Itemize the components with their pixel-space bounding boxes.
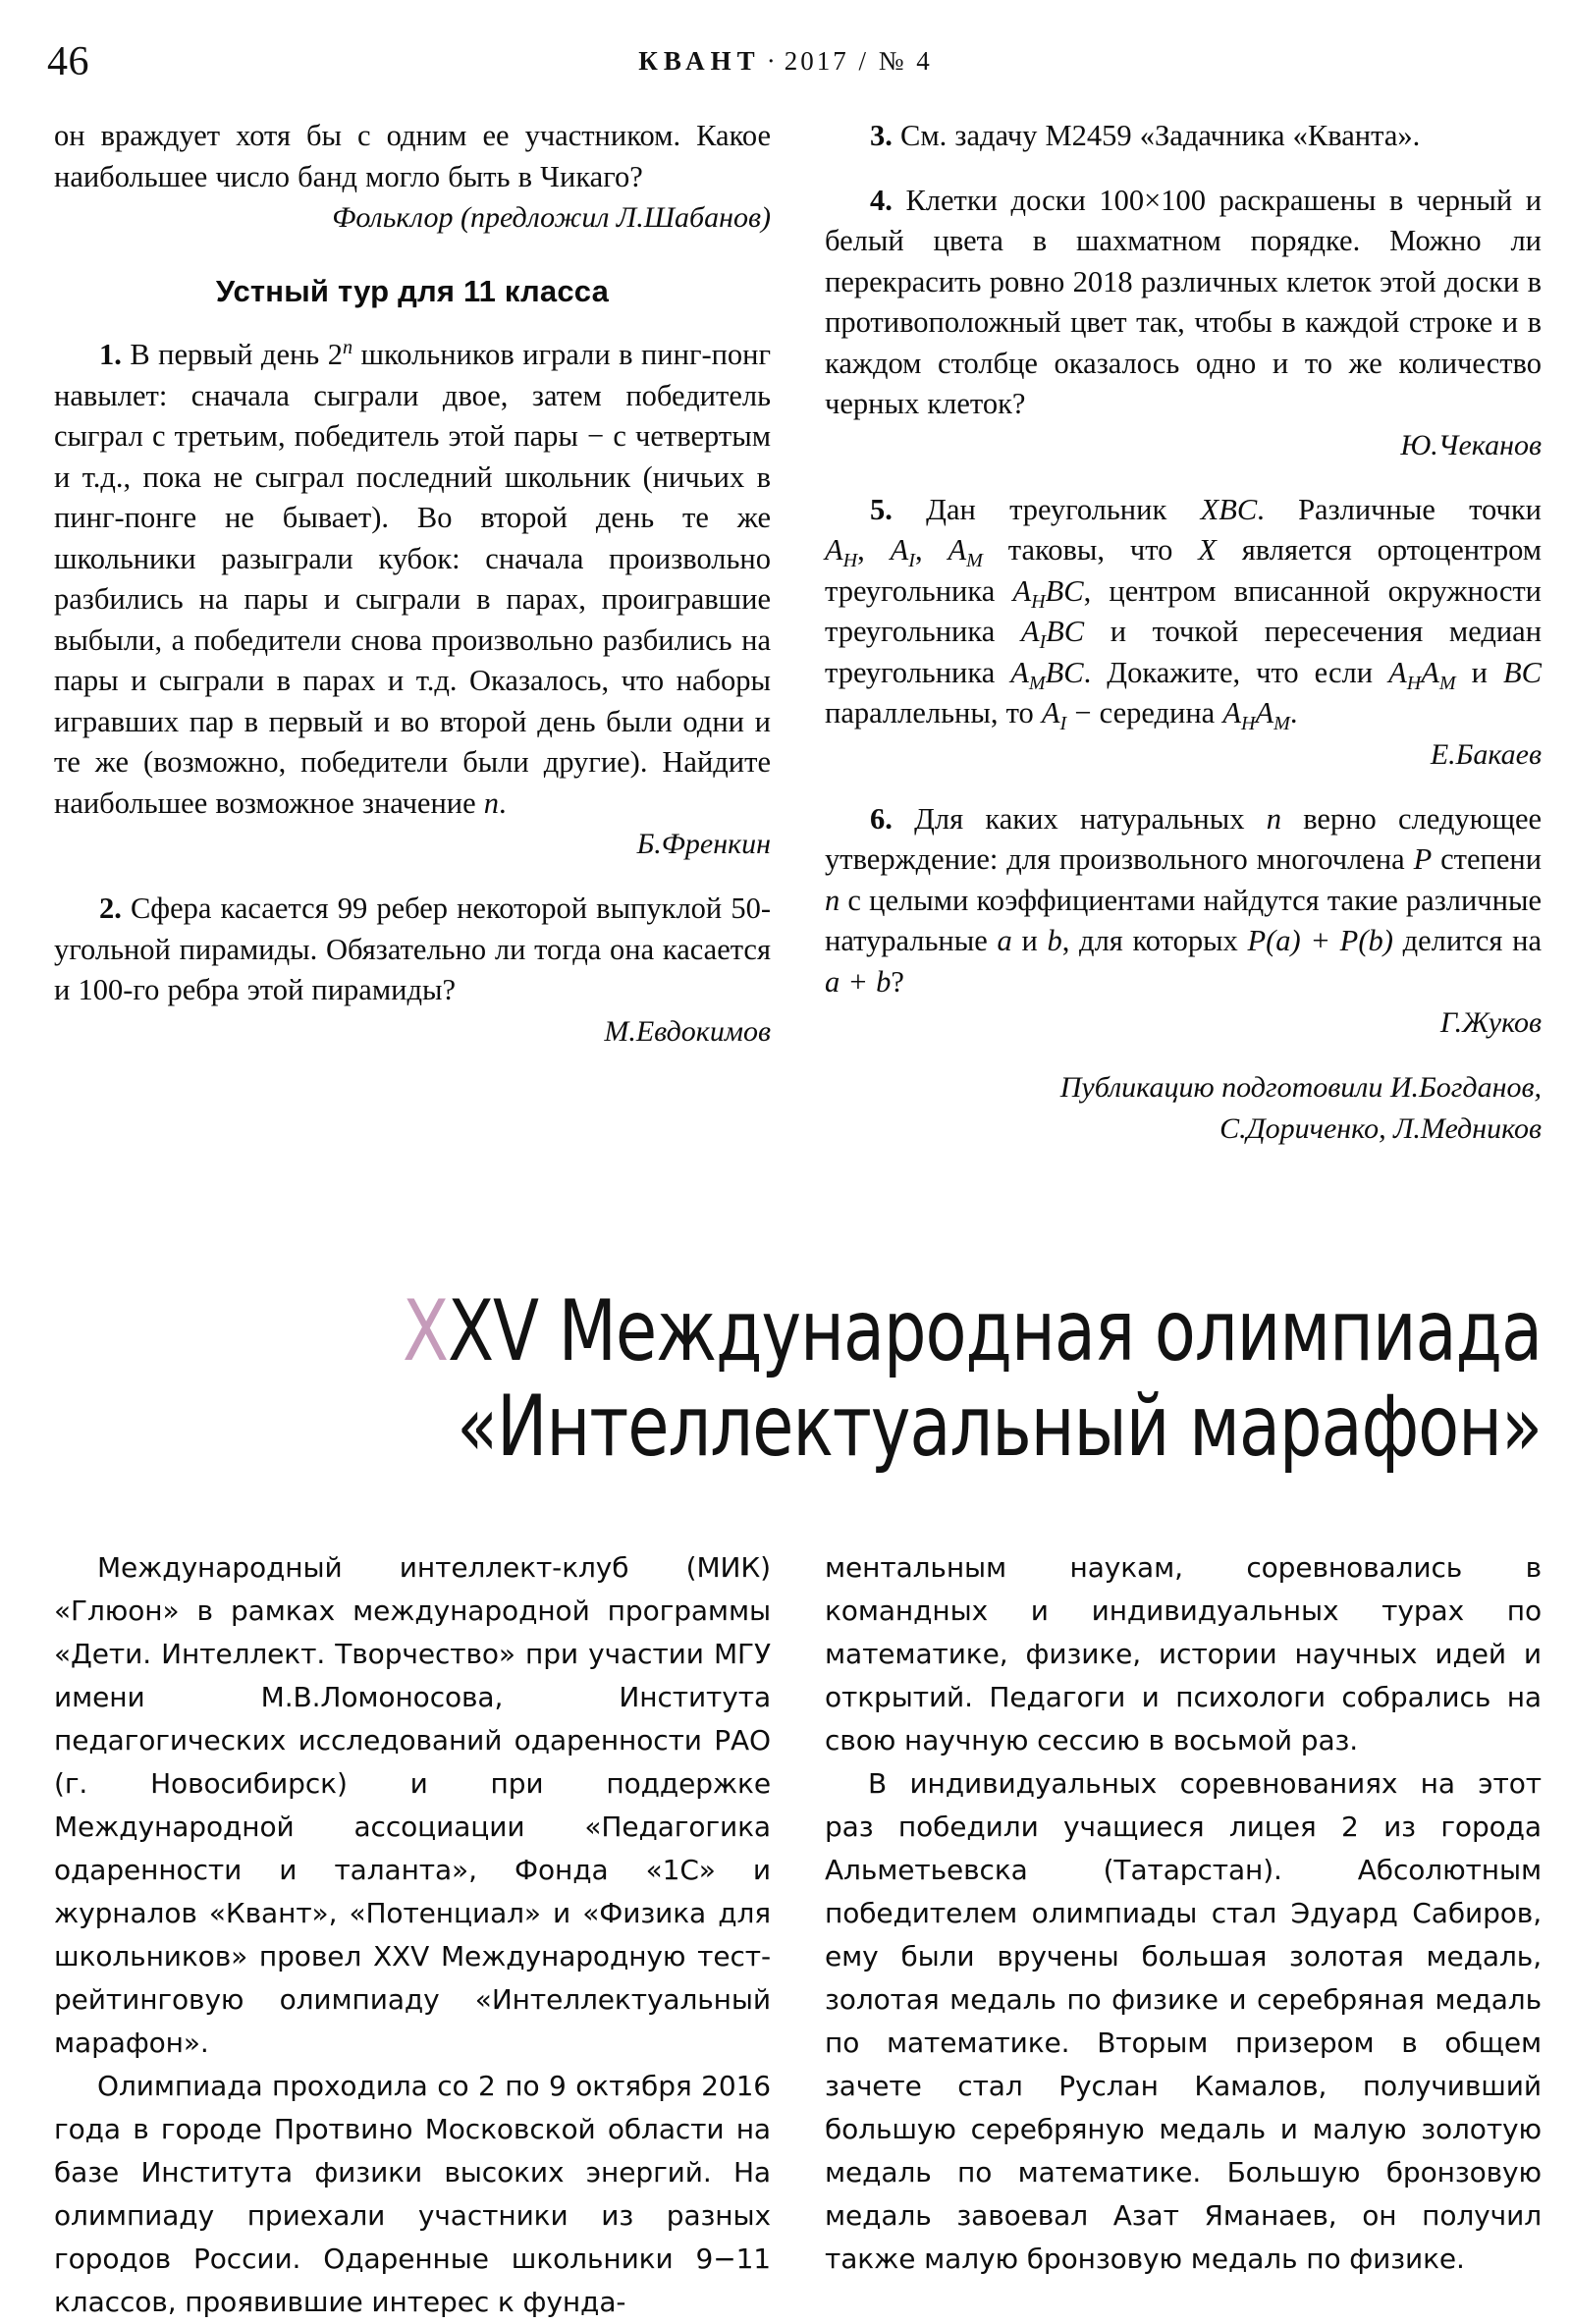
problem-4-attribution: Ю.Чеканов: [1400, 428, 1542, 461]
spacer: [825, 157, 1542, 181]
problem-6-s7: делится на: [1402, 924, 1543, 957]
problem-5-tri2-sub: I: [1039, 631, 1047, 654]
problem-5-s2: . Различные точки: [1257, 492, 1543, 526]
space: [1012, 924, 1022, 957]
space: [1166, 493, 1200, 526]
article-body: [0, 1546, 1571, 2318]
problem-6: [825, 799, 1542, 1003]
space: [995, 574, 1012, 608]
title-initial-letter: X: [402, 1282, 448, 1380]
space: [1217, 533, 1242, 567]
problem-5-tri1-rest: BC: [1045, 573, 1084, 608]
problem-6-n-variable: n: [1266, 801, 1281, 836]
space: [1238, 924, 1248, 957]
problem-6-s3: степени: [1440, 842, 1543, 876]
problem-3-text: См. задачу М2459 «Задачника «Кванта».: [900, 119, 1421, 152]
problem-5-seg3-base: A: [1222, 696, 1241, 730]
problem-5: [825, 490, 1542, 734]
problem-5-s9: параллельны, то: [825, 696, 1034, 730]
problem-5-s1: Дан треугольник: [926, 492, 1167, 526]
article-paragraph: ментальным наукам, соревновались в командных и индивидуальных турах по математике, физике, истории научных идей и открытий. Педагоги и психологи собрались на свою научную сессию в восьмой раз.: [825, 1551, 1542, 1757]
problem-6-n-variable-2: n: [825, 883, 840, 917]
problem-5-triangle-xbc: XBC: [1200, 492, 1258, 526]
space: [1432, 842, 1440, 876]
spacer: [825, 776, 1542, 799]
problem-6-expression-a-plus-b: a + b: [825, 964, 892, 999]
problem-3-number: 3.: [870, 119, 893, 152]
article-left-column: [54, 1546, 771, 2324]
space: [893, 119, 900, 152]
problem-5-s4: является ортоцентром треугольника: [825, 533, 1543, 608]
problem-6-s5: и: [1021, 924, 1038, 957]
problem-5-point-ah-base: A: [825, 533, 843, 567]
space: [1244, 802, 1266, 836]
space: [1084, 615, 1111, 648]
article-title-line-2: «Интеллектуальный марафон»: [457, 1378, 1542, 1476]
problem-5-x-variable: X: [1198, 533, 1217, 567]
problem-5-segment-bc: BC: [1503, 655, 1542, 689]
space: [893, 184, 906, 217]
article-paragraph: Международный интеллект-клуб (МИК) «Глюон» в рамках международной программы «Дети. Интеллект. Творчество» при участии МГУ имени М.В.Ломоносова, Института педагогических исследований одаренности РАО (г. Новосибирск) и при поддержке Международной ассоциации «Педагогика одаренности и таланта», Фонда «1С» и журналов «Квант», «Потенциал» и «Физика для школьников» провел XXV Международную тест-рейтинговую олимпиаду «Интеллектуальный марафон».: [54, 1551, 771, 2059]
problem-5-point-ah-sub: H: [842, 550, 858, 572]
comma: ,: [857, 533, 891, 567]
space: [1393, 924, 1403, 957]
problem-5-seg1-base: A: [1388, 655, 1407, 689]
problem-1-power-exponent: n: [342, 336, 352, 358]
continued-attribution: Фольклор (предложил Л.Шабанов): [332, 201, 771, 234]
problem-4-text-before: Клетки доски: [905, 183, 1086, 217]
space: [122, 892, 131, 925]
problem-1-attribution: Б.Френкин: [636, 828, 771, 860]
problem-5-tri2-base: A: [1020, 615, 1040, 648]
problem-1-trailing-variable: n: [483, 785, 500, 820]
problem-5-s6: и точкой пересечения медиан треугольника: [825, 615, 1543, 689]
running-head: [0, 37, 1571, 96]
problem-5-point-ai-base: A: [890, 533, 909, 567]
problem-6-s2: верно следующее утверждение: для произвольного многочлена: [825, 801, 1543, 876]
problem-5-tri3-sub: M: [1028, 672, 1046, 694]
space: [1488, 656, 1503, 689]
spacer: [54, 865, 771, 889]
problem-5-attribution: Е.Бакаев: [1430, 737, 1542, 771]
article-display-title: [352, 1284, 1542, 1475]
problem-5-tri2-rest: BC: [1046, 615, 1085, 648]
article-paragraph: В индивидуальных соревнованиях на этот раз победили учащиеся лицея 2 из города Альметьевска (Татарстан). Абсолютным победителем олимпиады стал Эдуард Сабиров, ему были вручены большая золотая медаль, золотая медаль по физике и серебряная медаль по математике. Вторым призером в общем зачете стал Руслан Камалов, получивший большую серебряную медаль и малую золотую медаль по математике. Большую бронзовую медаль завоевал Азат Яманаев, он получил также малую бронзовую медаль по физике.: [825, 1767, 1542, 2275]
article-paragraph: Олимпиада проходила со 2 по 9 октября 2016 года в городе Протвино Московской области на базе Института физики высоких энергий. На олимпиаду приехали участники из разных городов России. Одаренные школьники 9−11 классов, проявившие интерес к фунда-: [54, 2070, 771, 2318]
title-line-1-rest: XV Международная олимпиада: [447, 1282, 1543, 1380]
problems-left-column: [54, 116, 771, 1053]
problem-6-b-variable: b: [1047, 924, 1062, 957]
comma: ,: [915, 533, 948, 567]
page-number: 46: [47, 39, 89, 84]
problem-5-seg3-sub2: M: [1273, 713, 1290, 735]
issue-label: 2017 / № 4: [784, 46, 933, 76]
problem-6-s4: с целыми коэффициентами найдутся такие различные натуральные: [825, 883, 1543, 957]
runhead-separator-dot: ·: [766, 46, 779, 76]
space: [1281, 802, 1303, 836]
publication-credit-line-1: Публикацию подготовили И.Богданов,: [1059, 1071, 1542, 1104]
problem-5-seg3-sub: H: [1240, 713, 1256, 735]
problem-4-number: 4.: [870, 183, 893, 217]
problem-6-a-variable: a: [997, 924, 1012, 957]
space: [1456, 656, 1472, 689]
problem-3: [825, 116, 1542, 157]
problem-1-trailing-punct: .: [499, 785, 507, 820]
article-right-column: [825, 1546, 1542, 2281]
publication-credit-line-2: С.Дориченко, Л.Медников: [1219, 1112, 1542, 1145]
space: [995, 615, 1021, 648]
space: [983, 533, 1008, 567]
problem-5-s5: , центром вписанной окружности треугольника: [825, 573, 1543, 648]
problem-6-p-variable: P: [1413, 842, 1433, 876]
problem-2-number: 2.: [99, 892, 122, 925]
space: [893, 493, 926, 526]
problem-5-tri1-base: A: [1012, 573, 1032, 608]
problem-5-seg1-sub: H: [1406, 672, 1422, 694]
article-title-line-1: [352, 1284, 1542, 1379]
journal-name: КВАНТ: [638, 46, 761, 76]
problem-5-ai-sub: I: [1059, 713, 1067, 735]
space: [988, 924, 998, 957]
problem-6-s6: , для которых: [1061, 924, 1238, 957]
space: [1405, 842, 1414, 876]
section-heading-oral-round-11: Устный тур для 11 класса: [215, 274, 610, 308]
problem-5-point-am-sub: M: [966, 550, 983, 572]
problem-6-expression-pa-pb: P(a) + P(b): [1247, 924, 1393, 957]
problem-2-attribution: М.Евдокимов: [604, 1014, 771, 1048]
space: [319, 338, 327, 371]
spacer: [54, 239, 771, 272]
problem-5-tri3-base: A: [1010, 655, 1029, 689]
problem-2-text: Сфера касается 99 ребер некоторой выпуклой 50-угольной пирамиды. Обязательно ли тогда она касается и 100-го ребра этой пирамиды?: [54, 892, 771, 1006]
problem-1-number: 1.: [99, 338, 122, 371]
problem-1-text-before-power: В первый день: [130, 338, 320, 371]
problem-4-board-dimensions: 100×100: [1099, 183, 1207, 217]
problem-5-s11: .: [1289, 696, 1298, 730]
spacer: [825, 1044, 1542, 1067]
problem-5-number: 5.: [870, 492, 893, 526]
continued-paragraph: он враждует хотя бы с одним ее участником. Какое наибольшее число банд могло быть в Чикаго?: [54, 119, 771, 193]
problem-6-s8: ?: [891, 964, 904, 999]
space: [1086, 184, 1100, 217]
problem-6-s1: Для каких натуральных: [914, 801, 1245, 836]
problem-5-point-ai-sub: I: [908, 550, 915, 572]
spacer: [54, 311, 771, 335]
problem-5-tri3-rest: BC: [1045, 655, 1084, 689]
problem-4-text-after: раскрашены в черный и белый цвета в шахматном порядке. Можно ли перекрасить ровно 2018 различных клеток этой доски в противоположный цвет так, чтобы в каждой строке и в каждом столбце оказалось одно и то же количество черных клеток?: [825, 183, 1543, 420]
problems-section: [0, 116, 1571, 1294]
problem-1-power-base: 2: [327, 338, 343, 371]
problem-5-ai-base: A: [1041, 696, 1060, 730]
space: [995, 656, 1010, 689]
problem-5-s3: таковы, что: [1007, 533, 1173, 567]
problem-4: [825, 181, 1542, 425]
problem-5-seg1-base2: A: [1421, 655, 1439, 689]
space: [1206, 184, 1219, 217]
problem-5-tri1-sub: H: [1031, 590, 1046, 613]
problem-1-text-after-power: школьников играли в пинг-понг навылет: сначала сыграли двое, затем победитель сыграл с третьим, победитель этой пары − с четвертым и т.д., пока не сыграл последний школьник (ничьих в пинг-понге не бывает). Во второй день те же школьники разыграли кубок: сначала произвольно разбились на пары и сыграли в парах, проигравшие выбыли, а победители снова произвольно разбились на пары и сыграли в парах и т.д. Оказалось, что наборы игравших пар в первый и во второй день были одни и те же (возможно, победители были другие). Найдите наибольшее возможное значение: [54, 338, 772, 820]
spacer: [825, 466, 1542, 490]
problems-right-column: [825, 116, 1542, 1150]
problem-5-s10: − середина: [1074, 696, 1216, 730]
problem-6-number: 6.: [870, 801, 893, 836]
problem-5-point-am-base: A: [948, 533, 967, 567]
space: [1373, 656, 1388, 689]
space: [1034, 696, 1042, 730]
problem-5-seg3-base2: A: [1255, 696, 1274, 730]
space: [893, 802, 914, 836]
space: [476, 786, 484, 820]
space: [1172, 533, 1198, 567]
problem-2: [54, 889, 771, 1011]
problem-5-seg1-sub2: M: [1438, 672, 1456, 694]
problem-1: [54, 335, 771, 824]
problem-5-s7: . Докажите, что если: [1083, 655, 1374, 689]
running-head-center: [0, 43, 1571, 79]
problem-5-s8: и: [1471, 655, 1488, 689]
problem-6-attribution: Г.Жуков: [1439, 1006, 1542, 1039]
